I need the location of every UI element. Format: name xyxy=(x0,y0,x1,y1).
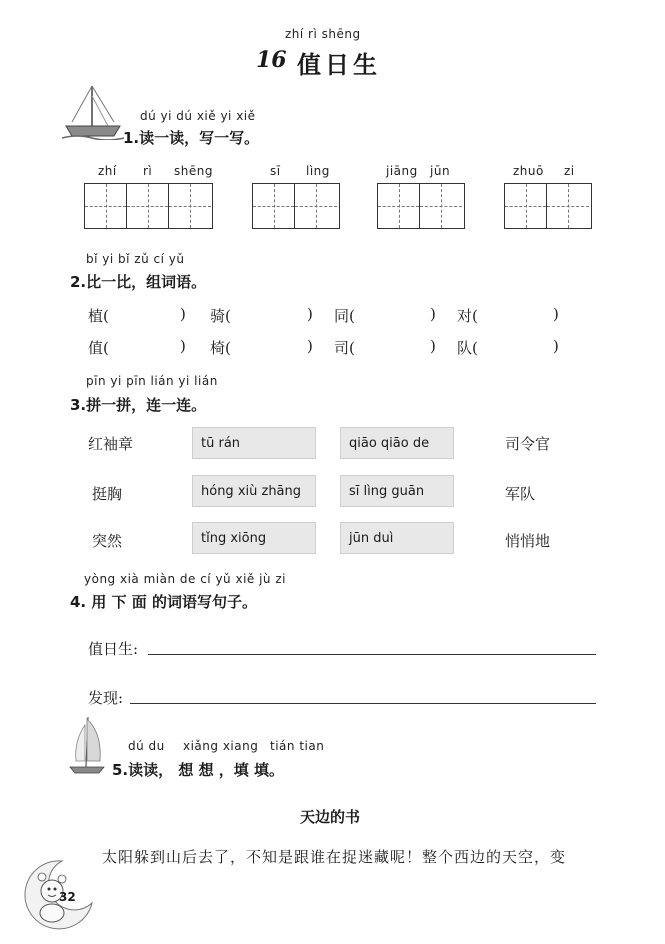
q1-word2-py1: lìng xyxy=(306,164,330,178)
writing-grid-3[interactable] xyxy=(377,183,465,229)
sailboat-icon xyxy=(62,82,124,140)
cmp-2-1-open: 值( xyxy=(88,339,109,357)
q3-left-0: 红袖章 xyxy=(88,435,134,453)
grid-cell[interactable] xyxy=(378,184,420,228)
cmp-1-3-open: 同( xyxy=(334,307,355,325)
writing-grid-2[interactable] xyxy=(252,183,340,229)
cmp-2-3-open: 司( xyxy=(334,339,355,357)
passage-text: 太阳躲到山后去了，不知是跟谁在捉迷藏呢！整个西边的天空，变 xyxy=(102,848,567,866)
q3-pinyin-box[interactable]: qiāo qiāo de xyxy=(340,427,454,459)
q3-pinyin-box[interactable]: sī lìng guān xyxy=(340,475,454,507)
q3-left-1: 挺胸 xyxy=(92,485,123,503)
q3-right-0: 司令官 xyxy=(505,435,551,453)
cmp-1-4-close: ) xyxy=(553,305,559,323)
cmp-2-4-open: 队( xyxy=(457,339,478,357)
q3-pinyin-box[interactable]: hóng xiù zhāng xyxy=(192,475,316,507)
answer-line-1[interactable] xyxy=(148,654,596,655)
cmp-1-3-close: ) xyxy=(430,305,436,323)
q5-pinyin-1: xiǎng xiang xyxy=(183,739,259,753)
q5-pinyin-0: dú du xyxy=(128,739,165,753)
q4-prompt: 4. 用 下 面 的词语写句子。 xyxy=(70,593,258,611)
q3-pinyin: pīn yi pīn lián yi lián xyxy=(86,374,218,388)
q1-prompt: 1.读一读，写一写。 xyxy=(123,129,260,147)
lesson-number-text: 16 xyxy=(256,47,287,73)
grid-cell[interactable] xyxy=(547,184,589,228)
grid-cell[interactable] xyxy=(253,184,295,228)
q1-word2-py0: sī xyxy=(270,164,281,178)
q4-pinyin: yòng xià miàn de cí yǔ xiě jù zi xyxy=(84,572,286,586)
grid-cell[interactable] xyxy=(169,184,211,228)
q5-pinyin-2: tián tian xyxy=(270,739,325,753)
q1-pinyin: dú yi dú xiě yi xiě xyxy=(140,109,256,123)
cmp-1-2-open: 骑( xyxy=(210,307,231,325)
cmp-1-4-open: 对( xyxy=(457,307,478,325)
q1-word3-py1: jūn xyxy=(430,164,451,178)
q1-word4-py0: zhuō xyxy=(513,164,544,178)
writing-grid-1[interactable] xyxy=(84,183,213,229)
q1-word3-py0: jiāng xyxy=(386,164,418,178)
cmp-2-1-close: ) xyxy=(180,337,186,355)
grid-cell[interactable] xyxy=(295,184,337,228)
mascot-icon xyxy=(22,855,94,935)
q4-line-label-1: 发现: xyxy=(88,689,124,707)
q3-right-1: 军队 xyxy=(505,485,536,503)
q4-line-label-0: 值日生: xyxy=(88,640,139,658)
q3-pinyin-box[interactable]: tǐng xiōng xyxy=(192,522,316,554)
q1-word1-py2: shēng xyxy=(174,164,213,178)
writing-grid-4[interactable] xyxy=(504,183,592,229)
q3-right-2: 悄悄地 xyxy=(505,532,551,550)
page-number: 32 xyxy=(59,890,76,904)
q5-prompt: 5.读读， 想 想 ，填 填。 xyxy=(112,761,285,779)
q2-pinyin: bǐ yi bǐ zǔ cí yǔ xyxy=(86,252,185,266)
grid-cell[interactable] xyxy=(505,184,547,228)
cmp-2-4-close: ) xyxy=(553,337,559,355)
q1-word1-py0: zhí xyxy=(98,164,117,178)
answer-line-2[interactable] xyxy=(130,703,596,704)
q1-word1-py1: rì xyxy=(143,164,153,178)
grid-cell[interactable] xyxy=(127,184,169,228)
cmp-2-2-close: ) xyxy=(307,337,313,355)
cmp-1-2-close: ) xyxy=(307,305,313,323)
title-pinyin: zhí rì shēng xyxy=(285,27,361,41)
page-title: 值日生 xyxy=(297,51,381,79)
cmp-2-3-close: ) xyxy=(430,337,436,355)
q2-prompt: 2.比一比，组词语。 xyxy=(70,273,207,291)
q3-pinyin-box[interactable]: jūn duì xyxy=(340,522,454,554)
q1-word4-py1: zi xyxy=(564,164,575,178)
grid-cell[interactable] xyxy=(85,184,127,228)
sailboat-icon xyxy=(62,715,108,777)
q3-left-2: 突然 xyxy=(92,532,123,550)
lesson-number xyxy=(256,47,287,73)
passage-title: 天边的书 xyxy=(300,808,361,826)
cmp-1-1-open: 植( xyxy=(88,307,109,325)
q3-prompt: 3.拼一拼，连一连。 xyxy=(70,396,207,414)
cmp-1-1-close: ) xyxy=(180,305,186,323)
q3-pinyin-box[interactable]: tū rán xyxy=(192,427,316,459)
cmp-2-2-open: 椅( xyxy=(210,339,231,357)
grid-cell[interactable] xyxy=(420,184,462,228)
